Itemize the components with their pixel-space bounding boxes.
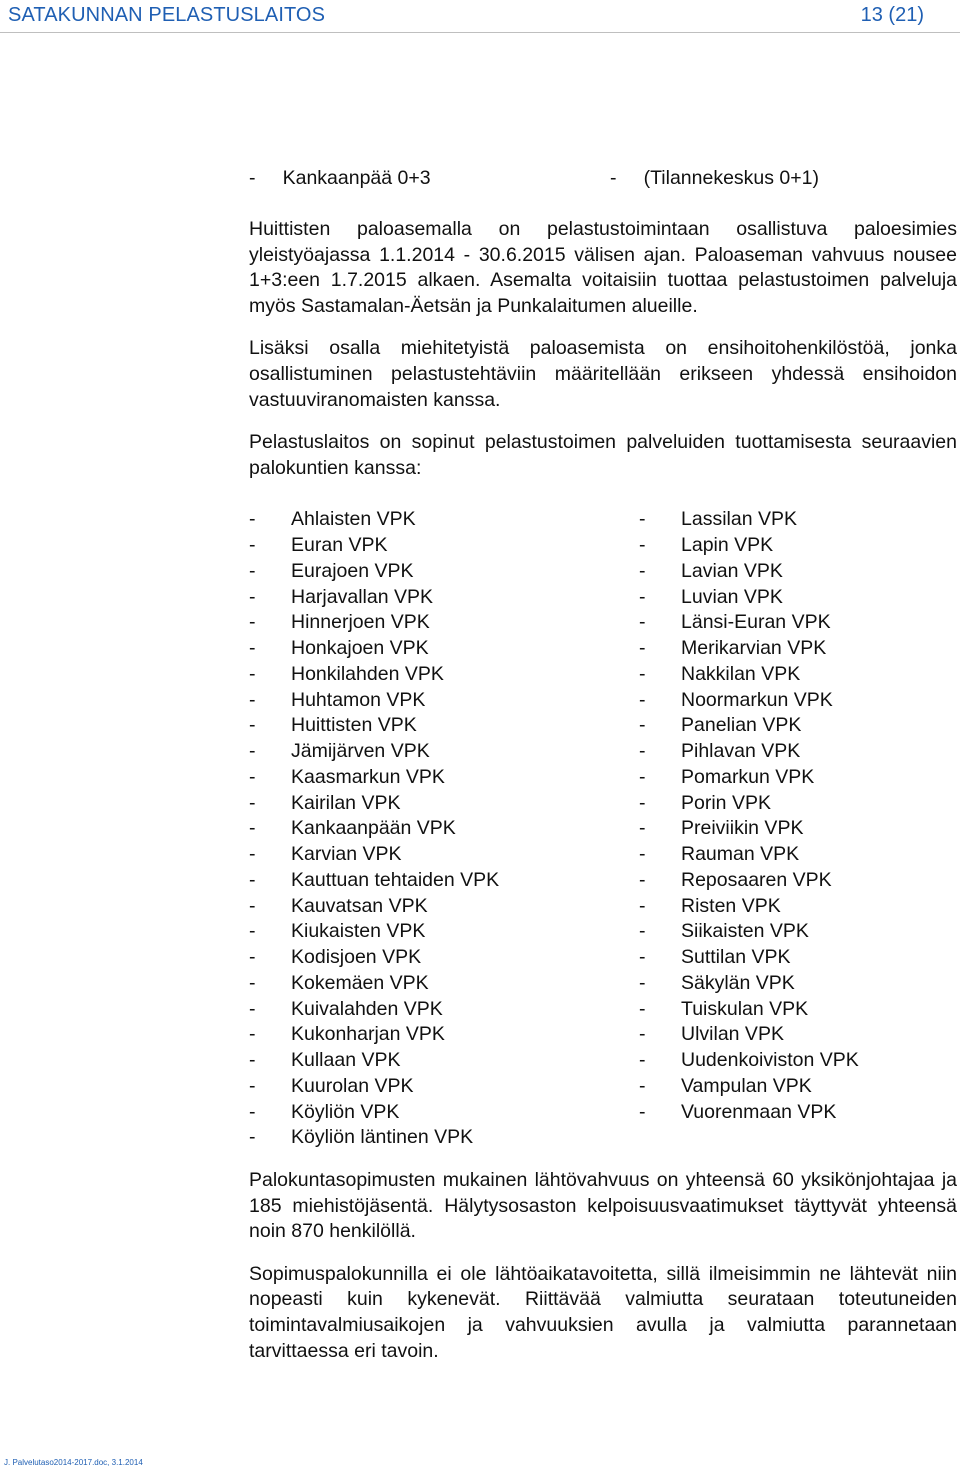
list-dash: -: [249, 611, 256, 634]
document-body: [249, 166, 957, 1364]
brigade-name: Luvian VPK: [681, 585, 783, 608]
list-dash: -: [639, 1023, 646, 1046]
brigade-list-item: [249, 971, 957, 997]
brigade-list-item: [249, 1022, 957, 1048]
paragraph-lahtovahvuus: Palokuntasopimusten mukainen lähtövahvuus on yhteensä 60 yksikönjohtajaa ja 185 miehistöjäsentä. Hälytysosaston kelpoisuusvaatimukset täyttyvät yhteensä noin 870 henkilöllä.: [249, 1169, 957, 1243]
brigade-name: Noormarkun VPK: [681, 688, 833, 711]
list-dash: -: [249, 946, 256, 969]
brigade-name: Porin VPK: [681, 791, 771, 814]
list-dash: -: [249, 868, 256, 891]
brigade-list-item: [249, 739, 957, 765]
paragraph-ensihoito: Lisäksi osalla miehitetyistä paloasemista on ensihoitohenkilöstöä, jonka osallistuminen pelastustehtäviin määritellään erikseen yhdessä ensihoidon vastuuviranomaisten kanssa.: [249, 337, 957, 411]
brigade-name: Reposaaren VPK: [681, 868, 832, 891]
brigade-name: Köyliön VPK: [291, 1100, 400, 1123]
brigade-name: Suttilan VPK: [681, 946, 791, 969]
brigade-name: Siikaisten VPK: [681, 920, 809, 943]
station-row: [249, 166, 957, 192]
document-footer: J. Palvelutaso2014-2017.doc, 3.1.2014: [4, 1458, 143, 1467]
brigade-name: Kukonharjan VPK: [291, 1023, 445, 1046]
brigade-name: Honkilahden VPK: [291, 662, 444, 685]
brigade-list-item: [249, 1074, 957, 1100]
list-dash: -: [639, 585, 646, 608]
brigade-list-item: [249, 507, 957, 533]
list-dash: -: [249, 1074, 256, 1097]
list-dash: -: [249, 765, 256, 788]
list-dash: -: [639, 1100, 646, 1123]
list-dash: -: [249, 920, 256, 943]
list-dash: -: [249, 791, 256, 814]
list-dash: -: [639, 894, 646, 917]
brigade-name: Rauman VPK: [681, 843, 800, 866]
list-dash: -: [639, 740, 646, 763]
brigade-name: Uudenkoiviston VPK: [681, 1049, 859, 1072]
list-dash: -: [249, 662, 256, 685]
brigade-name: Ahlaisten VPK: [291, 508, 416, 531]
brigade-name: Harjavallan VPK: [291, 585, 433, 608]
list-dash: -: [639, 534, 646, 557]
brigade-name: Kodisjoen VPK: [291, 946, 422, 969]
list-dash: -: [639, 688, 646, 711]
list-dash: -: [249, 688, 256, 711]
brigade-list-item: [249, 868, 957, 894]
brigade-list-item: [249, 559, 957, 585]
list-dash: -: [249, 740, 256, 763]
station-right: - (Tilannekeskus 0+1): [610, 167, 819, 189]
list-dash: -: [639, 971, 646, 994]
brigade-name: Pihlavan VPK: [681, 740, 801, 763]
list-dash: -: [639, 508, 646, 531]
brigade-list-item: [249, 842, 957, 868]
brigade-list-item: [249, 816, 957, 842]
list-dash: -: [639, 997, 646, 1020]
brigade-name: Honkajoen VPK: [291, 637, 429, 660]
brigade-name: Nakkilan VPK: [681, 662, 801, 685]
list-dash: -: [639, 868, 646, 891]
paragraph-sopimus: Pelastuslaitos on sopinut pelastustoimen palveluiden tuottamisesta seuraavien palokuntien kanssa:: [249, 431, 957, 479]
brigade-name: Lavian VPK: [681, 559, 783, 582]
brigade-name: Risten VPK: [681, 894, 781, 917]
list-dash: -: [249, 1126, 256, 1149]
brigade-list-item: [249, 919, 957, 945]
list-dash: -: [249, 843, 256, 866]
brigade-list-item: [249, 688, 957, 714]
brigade-name: Kauttuan tehtaiden VPK: [291, 868, 500, 891]
brigade-name: Vampulan VPK: [681, 1074, 812, 1097]
brigade-name: Karvian VPK: [291, 843, 402, 866]
list-dash: -: [249, 817, 256, 840]
list-dash: -: [639, 714, 646, 737]
brigade-list-item: [249, 997, 957, 1023]
brigade-name: Pomarkun VPK: [681, 765, 815, 788]
list-dash: -: [249, 714, 256, 737]
page-header: [0, 0, 960, 30]
list-dash: -: [639, 559, 646, 582]
brigade-name: Länsi-Euran VPK: [681, 611, 831, 634]
station-left: - Kankaanpää 0+3: [249, 167, 431, 189]
brigade-name: Tuiskulan VPK: [681, 997, 809, 1020]
list-dash: -: [249, 1100, 256, 1123]
list-dash: -: [249, 997, 256, 1020]
brigade-list-item: [249, 610, 957, 636]
list-dash: -: [249, 971, 256, 994]
organization-title: SATAKUNNAN PELASTUSLAITOS: [8, 4, 326, 26]
brigade-list-item: [249, 662, 957, 688]
list-dash: -: [639, 637, 646, 660]
list-dash: -: [639, 662, 646, 685]
brigade-name: Euran VPK: [291, 534, 388, 557]
brigade-name: Lassilan VPK: [681, 508, 797, 531]
brigade-name: Kokemäen VPK: [291, 971, 429, 994]
brigade-name: Preiviikin VPK: [681, 817, 804, 840]
paragraph-huittisten: Huittisten paloasemalla on pelastustoimintaan osallistuva paloesimies yleistyöajassa 1.1.2014 - 30.6.2015 välisen ajan. Paloaseman vahvuus nousee 1+3:een 1.7.2015 alkaen. Asemalta voitaisiin tuottaa pelastustoimen palveluja myös Sastamalan-Äetsän ja Punkalaitumen alueille.: [249, 218, 957, 317]
brigade-name: Ulvilan VPK: [681, 1023, 784, 1046]
brigade-name: Vuorenmaan VPK: [681, 1100, 837, 1123]
brigade-name: Panelian VPK: [681, 714, 802, 737]
list-dash: -: [639, 611, 646, 634]
brigade-list-item: [249, 1100, 957, 1126]
brigade-list-item: [249, 945, 957, 971]
brigade-list-item: [249, 765, 957, 791]
list-dash: -: [639, 1074, 646, 1097]
brigade-name: Kankaanpään VPK: [291, 817, 456, 840]
list-dash: -: [249, 894, 256, 917]
brigade-name: Kuivalahden VPK: [291, 997, 443, 1020]
brigade-name: Merikarvian VPK: [681, 637, 827, 660]
list-dash: -: [639, 765, 646, 788]
list-dash: -: [249, 585, 256, 608]
brigade-name: Kiukaisten VPK: [291, 920, 426, 943]
list-dash: -: [249, 1049, 256, 1072]
brigade-name: Köyliön läntinen VPK: [291, 1126, 474, 1149]
list-dash: -: [249, 637, 256, 660]
brigade-name: Kaasmarkun VPK: [291, 765, 445, 788]
brigade-list-item: [249, 585, 957, 611]
brigade-list-item: [249, 894, 957, 920]
fire-brigade-lists: [249, 507, 957, 1151]
brigade-list-item: [249, 1125, 957, 1151]
brigade-name: Kairilan VPK: [291, 791, 401, 814]
brigade-list-item: [249, 533, 957, 559]
list-dash: -: [639, 920, 646, 943]
brigade-name: Lapin VPK: [681, 534, 774, 557]
list-dash: -: [249, 508, 256, 531]
list-dash: -: [249, 534, 256, 557]
brigade-name: Jämijärven VPK: [291, 740, 430, 763]
brigade-list-item: [249, 713, 957, 739]
list-dash: -: [639, 791, 646, 814]
brigade-name: Säkylän VPK: [681, 971, 795, 994]
list-dash: -: [639, 843, 646, 866]
brigade-name: Kullaan VPK: [291, 1049, 401, 1072]
page-number: 13 (21): [860, 4, 924, 26]
brigade-name: Eurajoen VPK: [291, 559, 414, 582]
list-dash: -: [249, 1023, 256, 1046]
brigade-name: Huittisten VPK: [291, 714, 417, 737]
list-dash: -: [639, 1049, 646, 1072]
brigade-list-item: [249, 636, 957, 662]
list-dash: -: [249, 559, 256, 582]
list-dash: -: [639, 817, 646, 840]
brigade-name: Kuurolan VPK: [291, 1074, 414, 1097]
brigade-name: Kauvatsan VPK: [291, 894, 428, 917]
header-divider: [0, 32, 960, 33]
brigade-list-item: [249, 791, 957, 817]
brigade-name: Huhtamon VPK: [291, 688, 426, 711]
brigade-name: Hinnerjoen VPK: [291, 611, 430, 634]
paragraph-lahtoaika: Sopimuspalokunnilla ei ole lähtöaikatavoitetta, sillä ilmeisimmin ne lähtevät niin nopeasti kuin kykenevät. Riittävää valmiutta seurataan toteutuneiden toimintavalmiusaikojen ja vahvuuksien avulla ja valmiutta parannetaan tarvittaessa eri tavoin.: [249, 1262, 957, 1362]
list-dash: -: [639, 946, 646, 969]
